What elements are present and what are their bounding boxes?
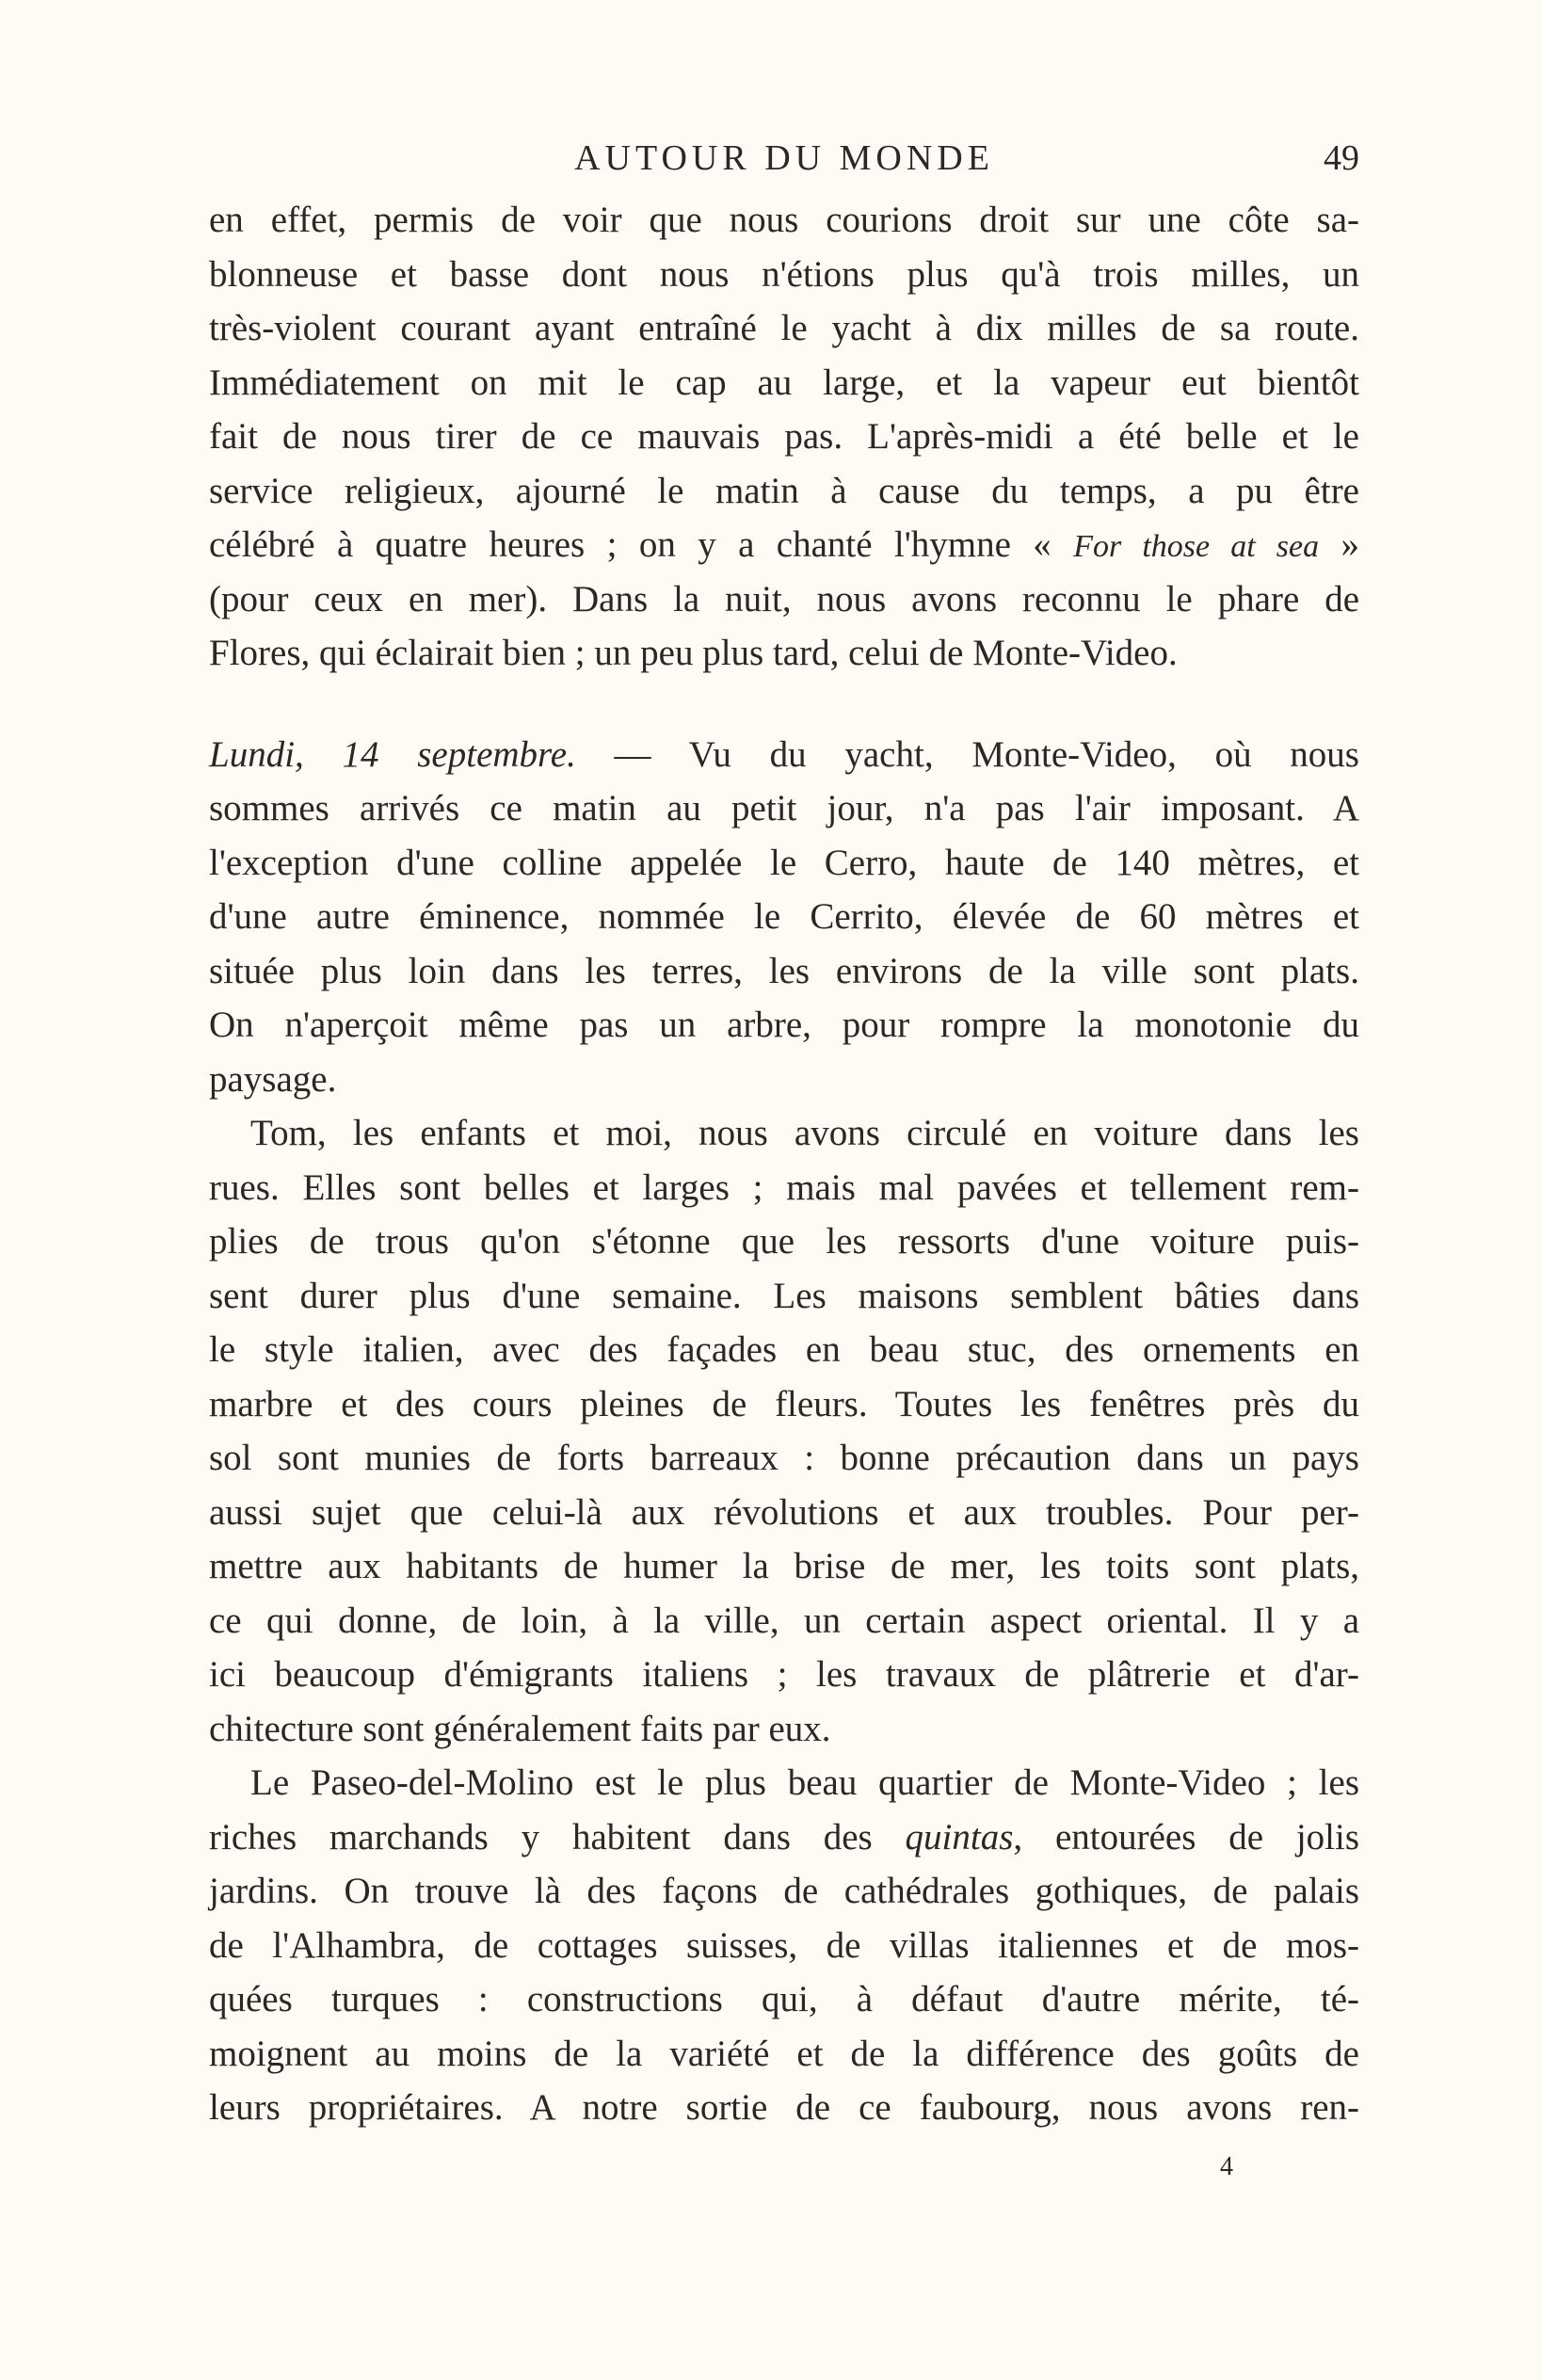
text-line: Tom, les enfants et moi, nous avons circulé en voiture dans les (250, 1113, 1359, 1153)
page-number: 49 (1324, 138, 1359, 178)
section-gap (209, 681, 1359, 728)
text-line: marbre et des cours pleines de fleurs. Toutes les fenêtres près du (209, 1383, 1359, 1424)
text-line: sommes arrivés ce matin au petit jour, n'a pas l'air imposant. A (209, 788, 1359, 828)
text-line: blonneuse et basse dont nous n'étions plus qu'à trois milles, un (209, 253, 1359, 295)
text-line: On n'aperçoit même pas un arbre, pour rompre la monotonie du (209, 1005, 1359, 1045)
text-line: riches marchands y habitent dans des quintas, entourées de jolis (209, 1816, 1359, 1857)
text-line: ici beaucoup d'émigrants italiens ; les travaux de plâtrerie et d'ar- (209, 1654, 1359, 1695)
text-line: paysage. (209, 1058, 337, 1100)
text-line: sol sont munies de forts barreaux : bonne précaution dans un pays (209, 1438, 1359, 1478)
text-line: aussi sujet que celui-là aux révolutions et aux troubles. Pour per- (209, 1491, 1359, 1533)
text-line: rues. Elles sont belles et larges ; mais mal pavées et tellement rem- (209, 1166, 1359, 1208)
entry-date: Lundi, 14 septembre. (209, 733, 576, 775)
text-line: très-violent courant ayant entraîné le yacht à dix milles de sa route. (209, 308, 1359, 348)
running-head (209, 130, 1359, 186)
text-line: ce qui donne, de loin, à la ville, un certain aspect oriental. Il y a (209, 1600, 1359, 1641)
italic-term: quintas (905, 1816, 1014, 1857)
text-line: (pour ceux en mer). Dans la nuit, nous avons reconnu le phare de (209, 578, 1359, 619)
text-line: Flores, qui éclairait bien ; un peu plus tard, celui de Monte-Video. (209, 633, 1178, 673)
running-title: AUTOUR DU MONDE (574, 138, 994, 178)
text-line: d'une autre éminence, nommée le Cerrito, élevée de 60 mètres et (209, 896, 1359, 937)
text-line: située plus loin dans les terres, les environs de la ville sont plats. (209, 950, 1359, 991)
text-line: de l'Alhambra, de cottages suisses, de villas italiennes et de mos- (209, 1924, 1359, 1966)
text-line: moignent au moins de la variété et de la différence des goûts de (209, 2033, 1359, 2074)
text-line: mettre aux habitants de humer la brise de mer, les toits sont plats, (209, 1546, 1359, 1586)
text-line: quées turques : constructions qui, à défaut d'autre mérite, té- (209, 1979, 1359, 2019)
text-line: le style italien, avec des façades en beau stuc, des ornements en (209, 1329, 1359, 1370)
text-line: jardins. On trouve là des façons de cathédrales gothiques, de palais (209, 1871, 1359, 1911)
text-line: l'exception d'une colline appelée le Cerro, haute de 140 mètres, et (209, 842, 1359, 883)
text-line: leurs propriétaires. A notre sortie de ce faubourg, nous avons ren- (209, 2087, 1359, 2128)
text-line: sent durer plus d'une semaine. Les maisons semblent bâties dans (209, 1275, 1359, 1316)
text-line: Le Paseo-del-Molino est le plus beau quartier de Monte-Video ; les (250, 1762, 1359, 1803)
signature-mark: 4 (1220, 2152, 1233, 2181)
text-line: service religieux, ajourné le matin à cause du temps, a pu être (209, 470, 1359, 511)
text-line: en effet, permis de voir que nous courions droit sur une côte sa- (209, 200, 1359, 240)
hymn-title: For those at sea (1073, 529, 1320, 564)
body-text (209, 193, 1359, 2135)
text-line: célébré à quatre heures ; on y a chanté l'hymne « For those at sea » (209, 524, 1359, 565)
text-line: chitecture sont généralement faits par eux. (209, 1708, 831, 1749)
text-line: plies de trous qu'on s'étonne que les ressorts d'une voiture puis- (209, 1221, 1359, 1262)
text-line: Lundi, 14 septembre. — Vu du yacht, Monte-Video, où nous (209, 733, 1359, 775)
text-line: Immédiatement on mit le cap au large, et la vapeur eut bientôt (209, 362, 1359, 403)
text-line: fait de nous tirer de ce mauvais pas. L'après-midi a été belle et le (209, 416, 1359, 457)
